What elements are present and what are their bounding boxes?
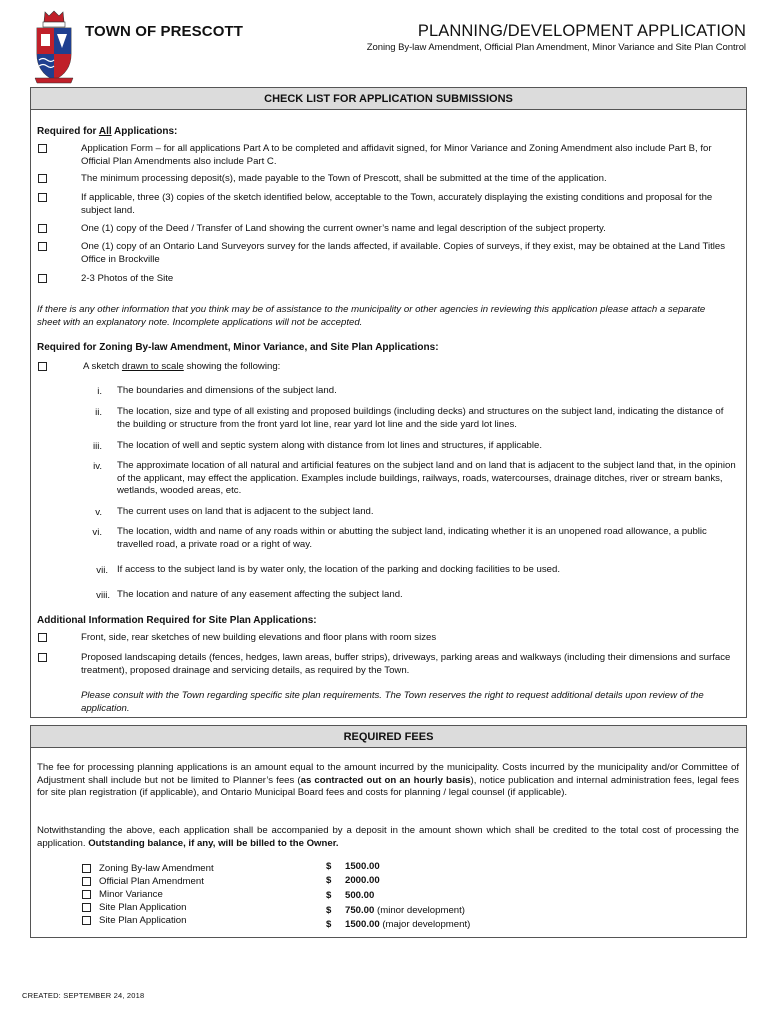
list-item: The boundaries and dimensions of the subject land. [117,385,337,396]
checkbox-deed-copy[interactable] [38,224,47,233]
sketch-intro: A sketch drawn to scale showing the following: [83,361,281,372]
checkbox-site-plan-major-fee[interactable] [82,916,91,925]
checkbox-site-plan-minor-fee[interactable] [82,903,91,912]
list-item: The approximate location of all natural and artificial features on the subject land and on land that is adjacent to the subject land that, in the opinion of the applicant, may effect the application. Examples include buildings, railways, roads, watercourses, drainage ditches, river or stream banks, wetlands, wooded areas, etc. [117,460,736,496]
list-item: One (1) copy of the Deed / Transfer of Land showing the current owner’s name and legal description of the subject property. [81,223,606,234]
checkbox-landscaping-details[interactable] [38,653,47,662]
list-item: One (1) copy of an Ontario Land Surveyors survey for the lands affected, if available. Copies of surveys, if they exist, may be obtained at the Land Titles Office in Brockville [81,241,726,265]
fee-currency: $ [326,919,332,930]
roman-numeral: vii. [96,565,108,576]
roman-numeral: vi. [92,527,102,538]
fee-currency: $ [326,861,332,872]
fee-label: Zoning By-law Amendment [99,863,214,874]
roman-numeral: viii. [96,590,110,601]
checkbox-survey-copy[interactable] [38,242,47,251]
roman-numeral: v. [95,507,102,518]
fee-label: Official Plan Amendment [99,876,204,887]
checkbox-application-form[interactable] [38,144,47,153]
roman-numeral: iii. [92,441,102,452]
fee-amount: 1500.00 [345,861,380,872]
checkbox-zoning-bylaw-fee[interactable] [82,864,91,873]
list-item: The current uses on land that is adjacent to the subject land. [117,506,374,517]
fee-currency: $ [326,905,332,916]
checkbox-processing-deposit[interactable] [38,174,47,183]
fee-label: Site Plan Application [99,902,187,913]
checkbox-sketch-to-scale[interactable] [38,362,47,371]
site-plan-note: Please consult with the Town regarding specific site plan requirements. The Town reserves the right to request additional details upon review of the application. [81,690,704,714]
fee-label: Site Plan Application [99,915,187,926]
list-item: If applicable, three (3) copies of the sketch identified below, acceptable to the Town, accurately displaying the existing conditions and proposal for the subject land. [81,192,713,216]
all-applications-heading: Required for All Applications: [37,126,178,137]
fee-amount: 500.00 [345,890,375,901]
fee-label: Minor Variance [99,889,163,900]
checkbox-building-elevations[interactable] [38,633,47,642]
fee-amount: 750.00 (minor development) [345,905,465,916]
list-item: The location and nature of any easement affecting the subject land. [117,589,403,600]
list-item: 2-3 Photos of the Site [81,273,174,284]
fees-paragraph-2: Notwithstanding the above, each application shall be accompanied by a deposit in the amount shown which shall be credited to the total cost of processing the application. Outstanding balance, if any, will be billed to the Owner. [37,825,739,849]
checkbox-minor-variance-fee[interactable] [82,890,91,899]
town-name: TOWN OF PRESCOTT [85,23,243,40]
fees-heading: REQUIRED FEES [31,726,746,748]
checkbox-official-plan-fee[interactable] [82,877,91,886]
roman-numeral: i. [97,386,102,397]
list-item: If access to the subject land is by water only, the location of the parking and docking facilities to be used. [117,564,560,575]
fee-amount: 1500.00 (major development) [345,919,471,930]
application-subtitle: Zoning By-law Amendment, Official Plan Amendment, Minor Variance and Site Plan Control [366,42,746,53]
checkbox-sketch-copies[interactable] [38,193,47,202]
list-item: Front, side, rear sketches of new building elevations and floor plans with room sizes [81,632,437,643]
list-item: Proposed landscaping details (fences, hedges, lawn areas, buffer strips), driveways, parking areas and walkways (including their dimensions and surface treatment), proposed drainage and servicing details, as required by the Town. [81,652,731,676]
created-date: CREATED: SEPTEMBER 24, 2018 [22,991,145,1000]
fee-amount: 2000.00 [345,875,380,886]
checkbox-site-photos[interactable] [38,274,47,283]
roman-numeral: iv. [93,461,102,472]
additional-info-note: If there is any other information that you think may be of assistance to the municipality or other agencies in reviewing this application please attach a separate sheet with an explanatory note. Incomplete applications will not be accepted. [37,304,706,328]
roman-numeral: ii. [95,407,102,418]
list-item: The location of well and septic system along with distance from lot lines and structures, if applicable. [117,440,543,451]
site-plan-heading: Additional Information Required for Site Plan Applications: [37,615,317,626]
town-crest-logo [33,10,75,84]
zoning-requirements-heading: Required for Zoning By-law Amendment, Minor Variance, and Site Plan Applications: [37,342,439,353]
checklist-heading: CHECK LIST FOR APPLICATION SUBMISSIONS [31,88,746,110]
fee-currency: $ [326,875,332,886]
fees-paragraph-1: The fee for processing planning applications is an amount equal to the amount incurred by the municipality. Costs incurred by the municipality and/or Committee of Adjustment shall include but not be limited to Planner’s fees (as contracted out on an hourly basis), notice publication and internal administration fees, legal fees for site plan registration (if applicable), and Ontario Municipal Board fees and costs for planning / legal counsel (if applicable). [37,762,739,798]
fee-currency: $ [326,890,332,901]
list-item: The location, size and type of all existing and proposed buildings (including decks) and structures on the subject land, indicating the distance of the building or structure from the front yard lot line, rear yard lot line and the side yard lot lines. [117,406,724,430]
list-item: Application Form – for all applications Part A to be completed and affidavit signed, for Minor Variance and Zoning Amendment also include Part B, for Official Plan Amendments also include Part C. [81,143,712,167]
application-title: PLANNING/DEVELOPMENT APPLICATION [417,22,746,40]
list-item: The minimum processing deposit(s), made payable to the Town of Prescott, shall be submitted at the time of the application. [81,173,607,184]
list-item: The location, width and name of any roads within or abutting the subject land, indicating whether it is an unopened road allowance, a public travelled road, a private road or a right of way. [117,526,707,550]
